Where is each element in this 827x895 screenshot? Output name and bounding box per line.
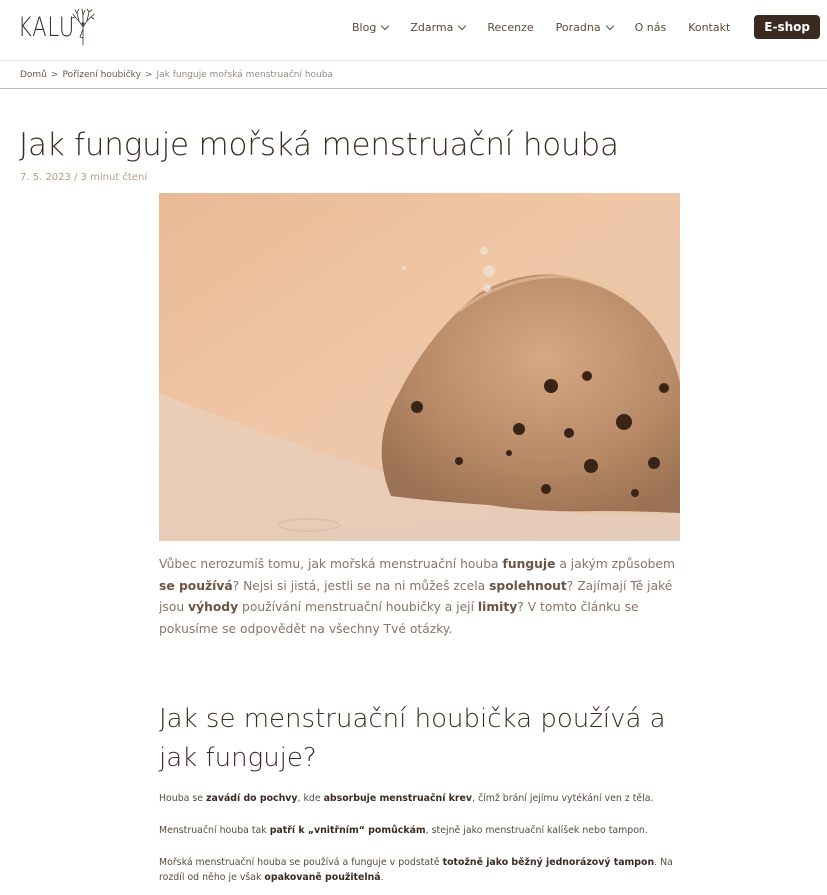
emphasis-text: funguje — [502, 557, 556, 571]
site-logo[interactable] — [18, 7, 95, 47]
text-run: Vůbec nerozumíš tomu, jak mořská menstruační houba — [159, 557, 503, 571]
emphasis-text: limity — [477, 600, 518, 614]
nav-label: Poradna — [555, 20, 601, 34]
nav-item-blog[interactable] — [352, 14, 388, 40]
main-nav — [330, 14, 820, 40]
text-run: , stejně jako menstruační kalíšek nebo tampon. — [425, 825, 648, 836]
page-title: Jak funguje mořská menstruační houba — [19, 127, 619, 163]
nav-item-zdarma[interactable] — [410, 14, 465, 40]
nav-item-poradna[interactable] — [556, 14, 613, 40]
site-header — [0, 0, 827, 61]
nav-item-kontakt[interactable] — [688, 14, 730, 40]
emphasis-text: zavádí do pochvy — [206, 793, 298, 804]
article-paragraph — [159, 791, 689, 806]
breadcrumb-separator: > — [50, 70, 59, 80]
section-heading: Jak se menstruační houbička používá a jak funguje? — [159, 704, 666, 773]
hero-image-sea-sponge — [159, 193, 680, 541]
nav-item-o-nas[interactable] — [635, 14, 667, 40]
text-run: Mořská menstruační houba se používá a funguje v podstatě — [159, 857, 443, 868]
emphasis-text: absorbuje menstruační krev — [323, 793, 473, 804]
nav-label: Blog — [352, 20, 377, 34]
emphasis-text: výhody — [188, 600, 239, 614]
breadcrumb-separator: > — [144, 70, 153, 80]
emphasis-text: patří k „vnitřním“ pomůckám — [269, 825, 426, 836]
article-paragraph — [159, 855, 689, 885]
article-paragraph — [159, 823, 689, 838]
text-run: Houba se — [159, 793, 207, 804]
chevron-down-icon — [458, 21, 466, 29]
text-run: . — [380, 872, 384, 883]
text-run: Menstruační houba tak — [159, 825, 270, 836]
text-run: , čímž brání jejímu vytékání ven z těla. — [472, 793, 654, 804]
breadcrumb-home[interactable]: Domů — [20, 70, 47, 80]
text-run: používání menstruační houbičky a její — [238, 600, 478, 614]
breadcrumb-divider — [0, 88, 827, 89]
emphasis-text: totožně jako běžný jednorázový tampon — [442, 857, 655, 868]
text-run: a jakým způsobem — [555, 557, 675, 571]
breadcrumb-category[interactable]: Pořízení houbičky — [62, 70, 141, 80]
emphasis-text: spolehnout — [489, 578, 567, 593]
eshop-button[interactable]: E-shop — [754, 15, 820, 39]
breadcrumb-current: Jak funguje mořská menstruační houba — [156, 70, 333, 80]
article-intro — [159, 554, 689, 640]
text-run: ? Nejsi si jistá, jestli se na ni můžeš zcela — [232, 578, 490, 593]
nav-item-recenze[interactable] — [487, 14, 533, 40]
breadcrumb — [20, 70, 333, 80]
article-meta: 7. 5. 2023 / 3 minut čtení — [20, 172, 148, 183]
text-run: , kde — [297, 793, 324, 804]
nav-label: Kontakt — [688, 20, 731, 34]
text-run: ? Zajímají Tě jaké jsou — [159, 578, 673, 614]
nav-label: O nás — [634, 20, 667, 34]
chevron-down-icon — [605, 21, 613, 29]
text-run: . Na rozdíl od něho je však — [159, 857, 673, 883]
emphasis-text: se používá — [159, 578, 233, 593]
emphasis-text: opakovaně použitelná — [264, 872, 381, 883]
logo-text: KALU — [18, 11, 76, 43]
nav-label: Recenze — [487, 20, 534, 34]
chevron-down-icon — [381, 21, 389, 29]
text-run: ? V tomto článku se pokusíme se odpovědět na všechny Tvé otázky. — [159, 600, 639, 636]
nav-label: Zdarma — [410, 20, 454, 34]
